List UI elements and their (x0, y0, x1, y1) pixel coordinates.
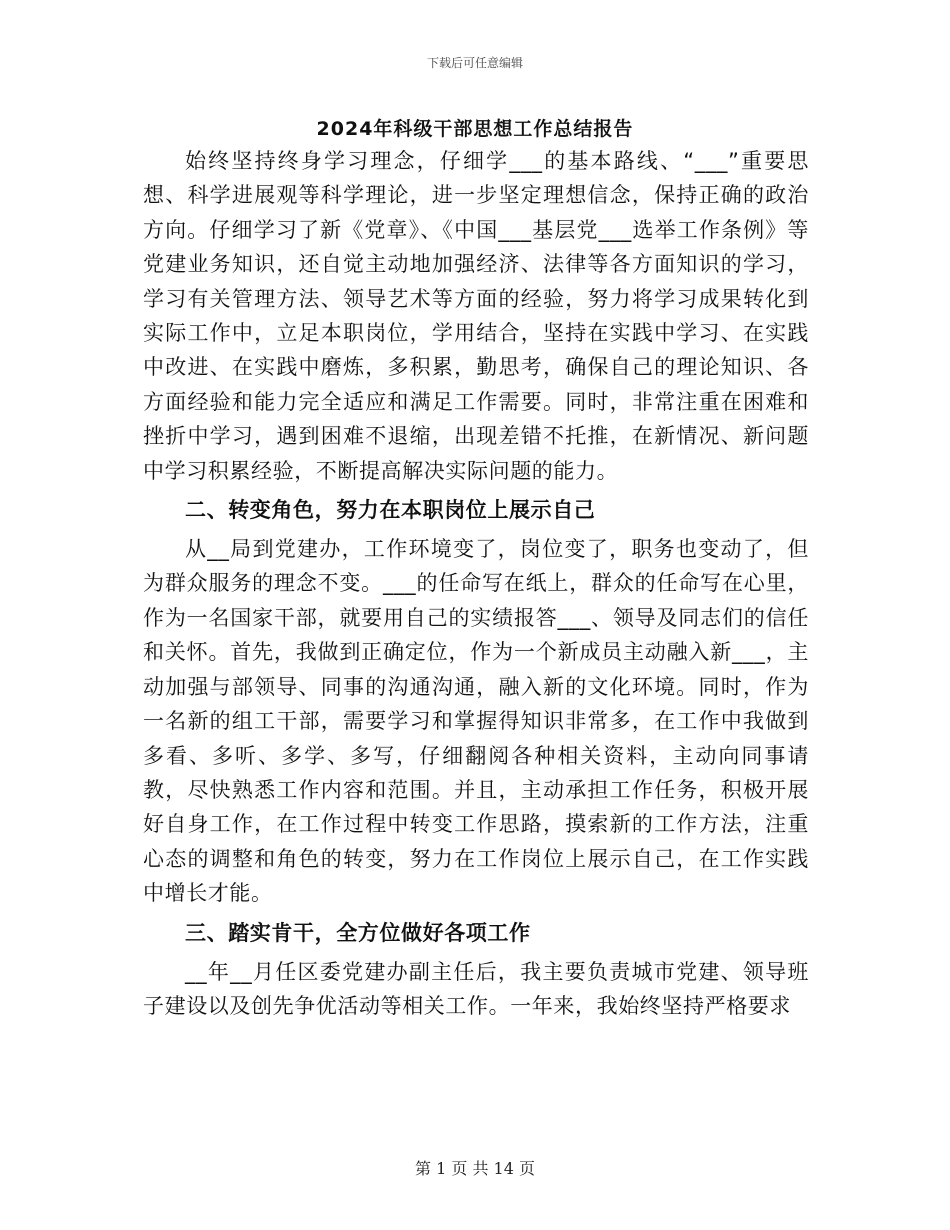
section-heading-2: 二、转变角色，努力在本职岗位上展示自己 (185, 498, 596, 523)
document-body (143, 144, 809, 1023)
page-footer: 第 1 页 共 14 页 (415, 1159, 535, 1178)
paragraph-role-change: 从__局到党建办，工作环境变了，岗位变了，职务也变动了，但为群众服务的理念不变。___的任命写在纸上，群众的任命写在心里，作为一名国家干部，就要用自己的实绩报答___、领导及同志们的信任和关怀。首先，我做到正确定位，作为一个新成员主动融入新___，主动加强与部领导、同事的沟通沟通，融入新的文化环境。同时，作为一名新的组工干部，需要学习和掌握得知识非常多，在工作中我做到多看、多听、多学、多写，仔细翻阅各种相关资料，主动向同事请教，尽快熟悉工作内容和范围。并且，主动承担工作任务，积极开展好自身工作，在工作过程中转变工作思路，摸索新的工作方法，注重心态的调整和角色的转变，努力在工作岗位上展示自己，在工作实践中增长才能。 (143, 537, 809, 906)
paragraph-study: 始终坚持终身学习理念，仔细学___的基本路线、“___”重要思想、科学进展观等科学理论，进一步坚定理想信念，保持正确的政治方向。仔细学习了新《党章》、《中国___基层党___选举工作条例》等党建业务知识，还自觉主动地加强经济、法律等各方面知识的学习，学习有关管理方法、领导艺术等方面的经验，努力将学习成果转化到实际工作中，立足本职岗位，学用结合，坚持在实践中学习、在实践中改进、在实践中磨炼，多积累，勤思考，确保自己的理论知识、各方面经验和能力完全适应和满足工作需要。同时，非常注重在困难和挫折中学习，遇到困难不退缩，出现差错不托推，在新情况、新问题中学习积累经验，不断提高解决实际问题的能力。 (143, 149, 809, 483)
document-title: 2024年科级干部思想工作总结报告 (316, 118, 634, 140)
section-heading-3: 三、踏实肯干，全方位做好各项工作 (185, 920, 531, 945)
header-note: 下载后可任意编辑 (426, 56, 523, 70)
paragraph-work: __年__月任区委党建办副主任后，我主要负责城市党建、领导班子建设以及创先争优活动等相关工作。一年来，我始终坚持严格要求 (143, 959, 809, 1018)
